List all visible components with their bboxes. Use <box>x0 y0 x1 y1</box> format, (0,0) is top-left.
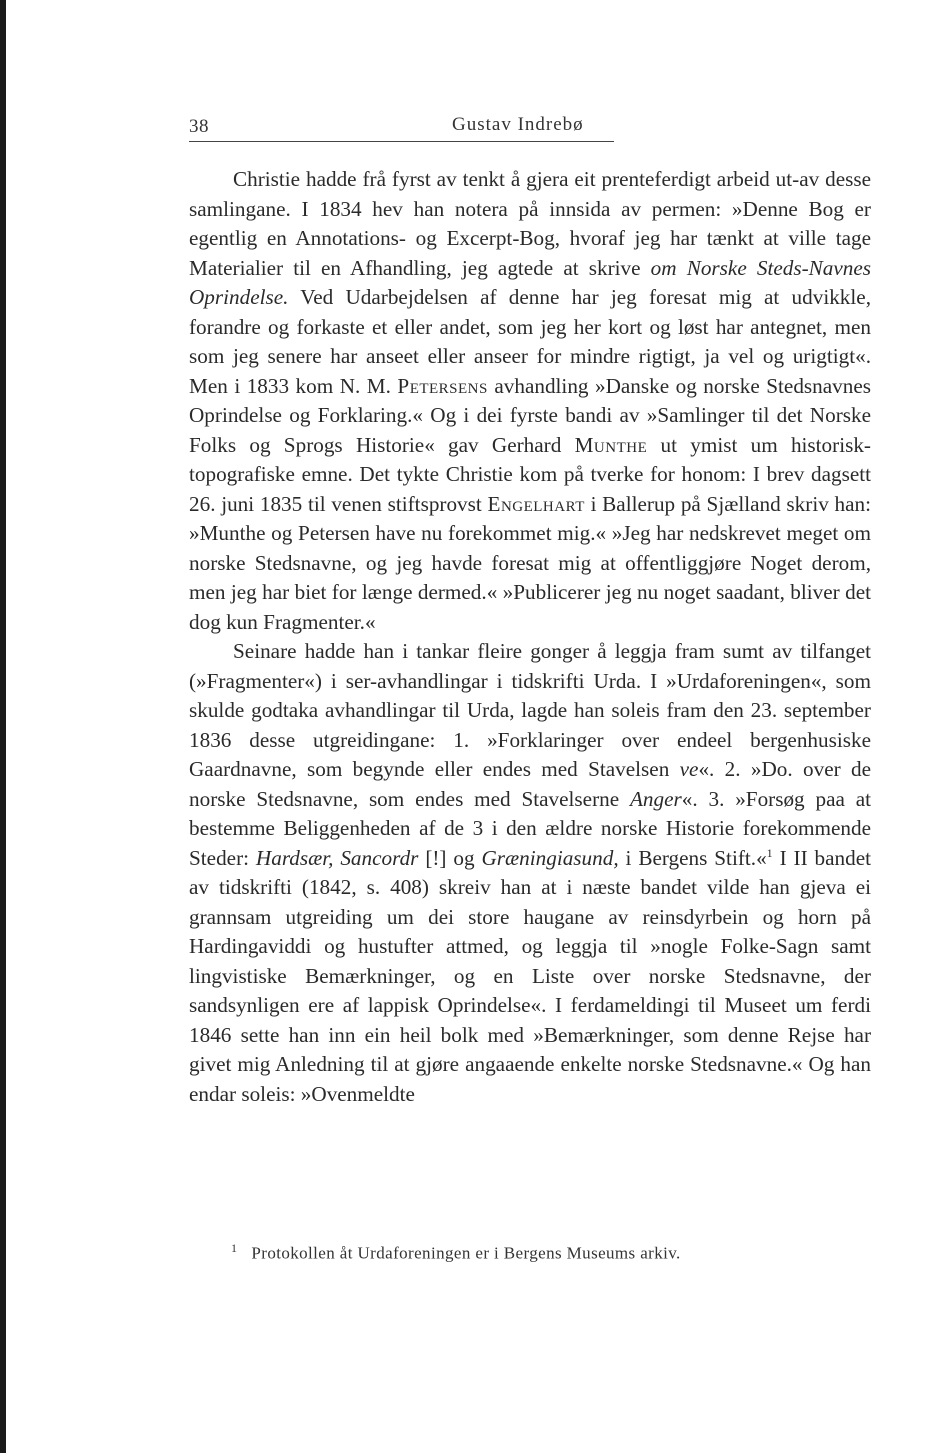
small-caps-name: Engelhart <box>487 491 585 516</box>
italic-run: om Norske Steds-Navnes Oprindelse. <box>189 255 871 309</box>
text-run: I II bandet av tidskrifti (1842, s. 408) skreiv han at i næste bandet vilde han gjeva ei grannsam utgreiding um dei store haugane av reinsdyrbein og horn på Hardingaviddi og hustufter attmed, og leggja til »nogle Folke-Sagn samt lingvistiske Bemærkninger, og en Liste over norske Stedsnavne, der sandsynligen ere af lappisk Oprindelse«. I ferdameldingi til Museet um ferdi 1846 sette han inn ein heil bolk med »Bemærkninger, som denne Rejse har givet mig Anledning til at gjøre angaaende enkelte norske Stedsnavne.« Og han endar soleis: »Ovenmeldte <box>189 845 872 1106</box>
italic-run: ve <box>679 757 699 781</box>
running-title: Gustav Indrebø <box>452 114 584 135</box>
paragraph-1 <box>189 165 871 637</box>
italic-run: Hardsær, Sancordr <box>255 845 419 870</box>
small-caps-name: Petersens <box>397 373 488 398</box>
footnote-reference[interactable]: 1 <box>766 845 773 860</box>
italic-run: Anger <box>629 786 682 811</box>
text-run: ut ymist um historisk-topografiske emne. Det tykte Christie kom på tverke for honom: I brev dagsett 26. juni 1835 til venen stiftsprovst <box>189 432 871 516</box>
paragraph-2 <box>189 637 871 1109</box>
text-run: i Bergens Stift.« <box>618 845 767 870</box>
text-run: avhandling »Danske og norske Stedsnavnes Oprindelse og Forklaring.« Og i dei fyrste bandi av »Samlinger til det Norske Folks og Sprogs Historie« gav Gerhard <box>189 373 871 457</box>
text-run: Christie hadde frå fyrst av tenkt å gjera eit prenteferdigt arbeid ut-av desse samlingane. I 1834 hev han notera på innsida av permen: »Denne Bog er egentlig en Annotations- og Excerpt-Bog, hvoraf jeg har tænkt at ville tage Materialier til en Afhandling, jeg agtede at skrive <box>189 167 871 280</box>
text-run: i Ballerup på Sjælland skriv han: »Munthe og Petersen have nu forekommet mig.« »Jeg har nedskrevet meget om norske Stedsnavne, og jeg havde foresat mig at offentliggjøre Noget derom, men jeg har biet for længe dermed.« »Publicerer jeg nu noget saadant, bliver det dog kun Fragmenter.« <box>189 491 871 634</box>
italic-run: Græningiasund, <box>481 845 619 870</box>
footnote <box>189 1237 871 1265</box>
small-caps-name: Munthe <box>574 432 648 457</box>
header-rule <box>189 141 614 142</box>
scan-edge <box>0 0 6 1453</box>
text-run: «. 3. »Forsøg paa at bestemme Beliggenheden af de 3 i den ældre norske Historie forekommende Steder: <box>189 786 871 870</box>
text-run: [!] og <box>418 845 482 870</box>
footnote-mark: 1 <box>231 1241 238 1255</box>
text-run: «. 2. »Do. over de norske Stedsnavne, som endes med Stavelserne <box>189 757 871 811</box>
running-head <box>189 112 871 140</box>
text-run: Seinare hadde han i tankar fleire gonger å leggja fram sumt av tilfanget (»Fragmenter«) i ser-avhandlingar i tidskrifti Urda. I »Urdaforeningen«, som skulde godtaka avhandlingar til Urda, lagde han soleis fram den 23. september 1836 desse utgreidingane: 1. »Forklaringer over endeel bergenhusiske Gaardnavne, som begynde eller endes med Stavelsen <box>189 639 871 781</box>
page-number: 38 <box>189 116 209 137</box>
body-text <box>189 165 871 1109</box>
text-run: Ved Udarbejdelsen af denne har jeg foresat mig at udvikkle, forandre og forkaste et eller andet, som jeg her kort og løst har antegnet, men som jeg senere har anseet eller anseer for mindre rigtigt, ja vel og urigtigt«. Men i 1833 kom N. M. <box>189 285 871 398</box>
footnote-text: Protokollen åt Urdaforeningen er i Bergens Museums arkiv. <box>251 1243 681 1263</box>
